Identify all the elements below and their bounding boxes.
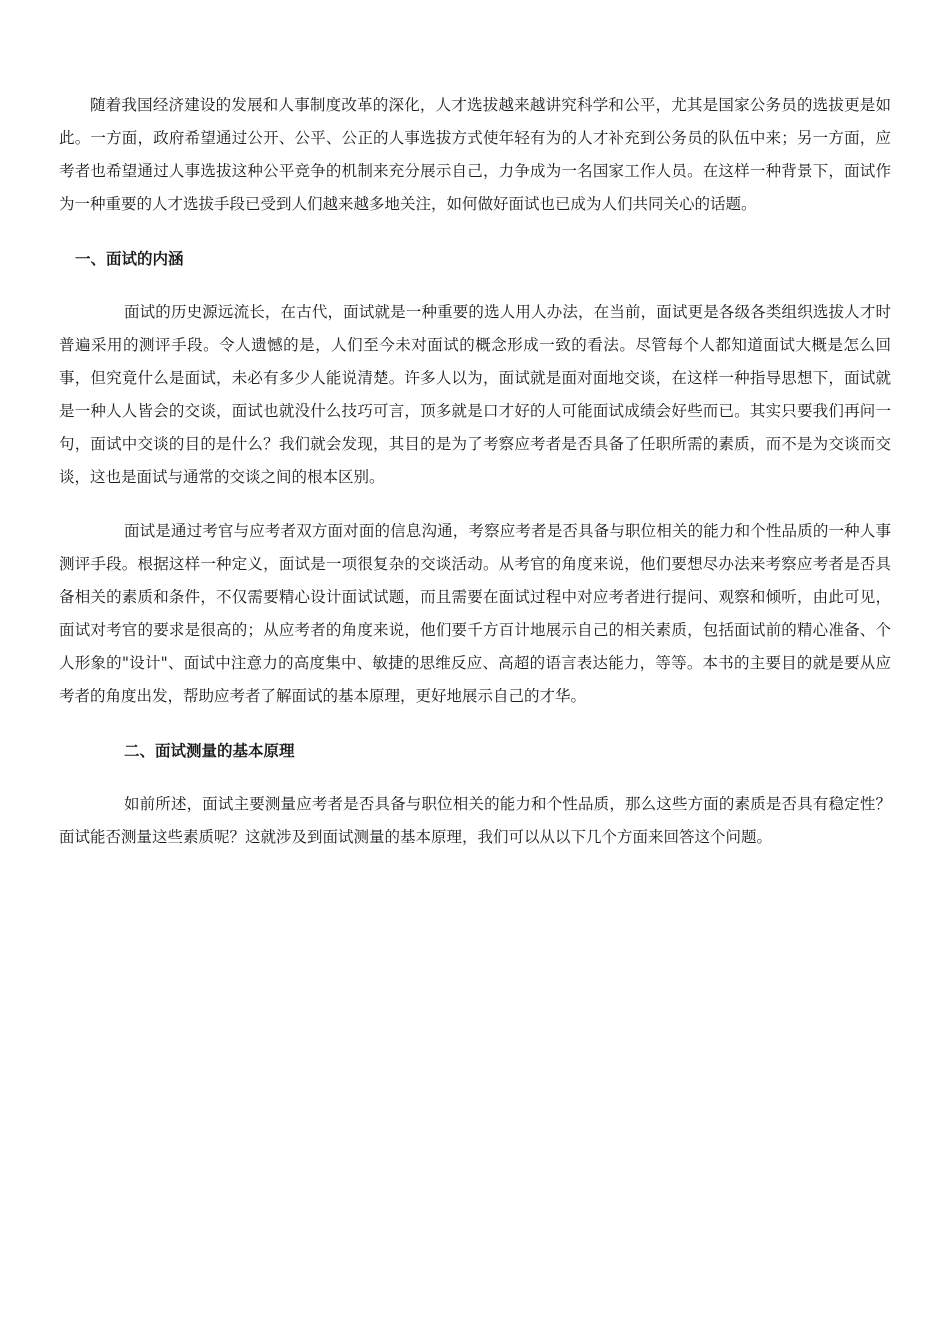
section1-paragraph-2: 面试是通过考官与应考者双方面对面的信息沟通，考察应考者是否具备与职位相关的能力和个性品质的一种人事测评手段。根据这样一种定义，面试是一项很复杂的交谈活动。从考官的角度来说，他们要想尽办法来考察应考者是否具备相关的素质和条件，不仅需要精心设计面试试题，而且需要在面试过程中对应考者进行提问、观察和倾听，由此可见，面试对考官的要求是很高的；从应考者的角度来说，他们要千方百计地展示自己的相关素质，包括面试前的精心准备、个人形象的"设计"、面试中注意力的高度集中、敏捷的思维反应、高超的语言表达能力，等等。本书的主要目的就是要从应考者的角度出发，帮助应考者了解面试的基本原理，更好地展示自己的才华。 <box>59 522 891 705</box>
section-heading-connotation: 一、面试的内涵 <box>75 249 184 268</box>
intro-paragraph: 随着我国经济建设的发展和人事制度改革的深化，人才选拔越来越讲究科学和公平，尤其是国家公务员的选拔更是如此。一方面，政府希望通过公开、公平、公正的人事选拔方式使年轻有为的人才补充到公务员的队伍中来；另一方面，应考者也希望通过人事选拔这种公平竞争的机制来充分展示自己，力争成为一名国家工作人员。在这样一种背景下，面试作为一种重要的人才选拔手段已受到人们越来越多地关注，如何做好面试也已成为人们共同关心的话题。 <box>59 96 891 213</box>
section-heading-principles: 二、面试测量的基本原理 <box>124 741 295 760</box>
document-page <box>59 89 891 854</box>
section1-paragraph-1: 面试的历史源远流长，在古代，面试就是一种重要的选人用人办法，在当前，面试更是各级各类组织选拔人才时普遍采用的测评手段。令人遗憾的是，人们至今未对面试的概念形成一致的看法。尽管每个人都知道面试大概是怎么回事，但究竟什么是面试，未必有多少人能说清楚。许多人以为，面试就是面对面地交谈，在这样一种指导思想下，面试就是一种人人皆会的交谈，面试也就没什么技巧可言，顶多就是口才好的人可能面试成绩会好些而已。其实只要我们再问一句，面试中交谈的目的是什么？我们就会发现，其目的是为了考察应考者是否具备了任职所需的素质，而不是为交谈而交谈，这也是面试与通常的交谈之间的根本区别。 <box>59 303 891 486</box>
section2-paragraph-1: 如前所述，面试主要测量应考者是否具备与职位相关的能力和个性品质，那么这些方面的素质是否具有稳定性？面试能否测量这些素质呢？这就涉及到面试测量的基本原理，我们可以从以下几个方面来回答这个问题。 <box>59 795 891 846</box>
